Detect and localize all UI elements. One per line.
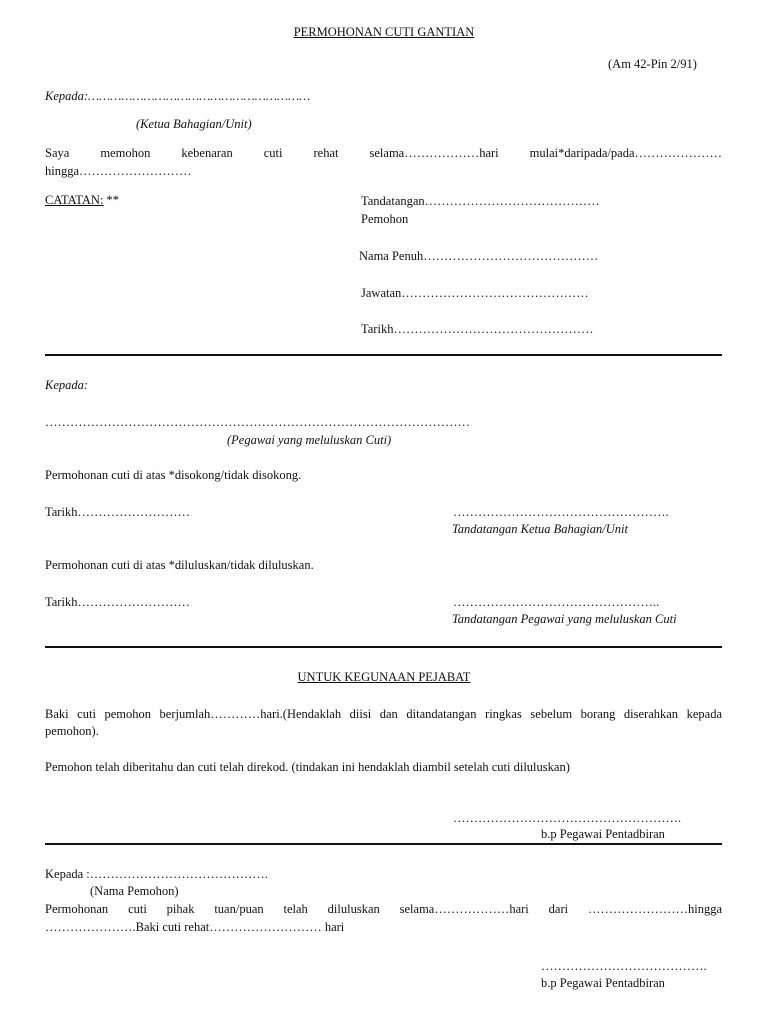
section-divider-1 bbox=[45, 354, 722, 356]
support-date-field: Tarikh……………………… bbox=[45, 505, 190, 519]
head-signature-caption: Tandatangan Ketua Bahagian/Unit bbox=[452, 522, 628, 536]
head-signature-line: ……………………………………………. bbox=[453, 505, 669, 519]
approver-signature-caption: Tandatangan Pegawai yang meluluskan Cuti bbox=[452, 612, 677, 626]
request-statement-line2: hingga……………………… bbox=[45, 164, 192, 178]
approver-dotted-line: ………………………………………………………………………………………… bbox=[45, 415, 470, 429]
notice-recipient-line: Kepada :……………………………………. bbox=[45, 867, 268, 881]
admin-signature-line: ………………………………………………. bbox=[453, 811, 682, 825]
notice-signature-line: …………………………………. bbox=[541, 959, 707, 973]
section-divider-2 bbox=[45, 646, 722, 648]
note-label bbox=[45, 192, 119, 208]
leave-recorded-statement: Pemohon telah diberitahu dan cuti telah direkod. (tindakan ini hendaklah diambil setelah cuti diluluskan) bbox=[45, 760, 570, 774]
section-divider-3 bbox=[45, 843, 722, 845]
note-marks: ** bbox=[103, 193, 120, 207]
notice-approval-line1: Permohonan cuti pihak tuan/puan telah diluluskan selama………………hari dari ……………………hingga bbox=[45, 902, 722, 916]
approval-date-field: Tarikh……………………… bbox=[45, 595, 190, 609]
recipient-caption: (Ketua Bahagian/Unit) bbox=[136, 117, 252, 131]
applicant-date-field: Tarikh………………………………………… bbox=[361, 322, 594, 336]
leave-balance-line2: pemohon). bbox=[45, 724, 99, 738]
admin-signature-caption: b.p Pegawai Pentadbiran bbox=[541, 827, 665, 841]
form-reference: (Am 42-Pin 2/91) bbox=[608, 57, 697, 71]
position-field: Jawatan……………………………………… bbox=[361, 286, 589, 300]
approver-signature-line: ………………………………………….. bbox=[453, 595, 660, 609]
notice-approval-line2: ………………….Baki cuti rehat……………………… hari bbox=[45, 920, 345, 934]
notice-name-caption: (Nama Pemohon) bbox=[90, 884, 179, 898]
approval-statement: Permohonan cuti di atas *diluluskan/tidak diluluskan. bbox=[45, 558, 314, 572]
leave-balance-line1: Baki cuti pemohon berjumlah…………hari.(Hendaklah diisi dan ditandatangan ringkas sebelum borang diserahkan kepada bbox=[45, 707, 722, 721]
form-title: PERMOHONAN CUTI GANTIAN bbox=[293, 25, 475, 39]
office-use-heading: UNTUK KEGUNAAN PEJABAT bbox=[297, 670, 471, 684]
applicant-signature-caption: Pemohon bbox=[361, 212, 409, 226]
applicant-signature-field: Tandatangan…………………………………… bbox=[361, 194, 600, 208]
support-statement: Permohonan cuti di atas *disokong/tidak disokong. bbox=[45, 468, 302, 482]
full-name-field: Nama Penuh…………………………………… bbox=[359, 249, 599, 263]
approver-caption: (Pegawai yang meluluskan Cuti) bbox=[227, 433, 392, 447]
recipient-line: Kepada:…………………………………………………… bbox=[45, 89, 311, 103]
note-label-text: CATATAN: bbox=[45, 193, 104, 207]
notice-signature-caption: b.p Pegawai Pentadbiran bbox=[541, 976, 665, 990]
approver-recipient-label: Kepada: bbox=[45, 378, 89, 392]
request-statement-line1: Saya memohon kebenaran cuti rehat selama………………hari mulai*daripada/pada………………… bbox=[45, 146, 722, 160]
